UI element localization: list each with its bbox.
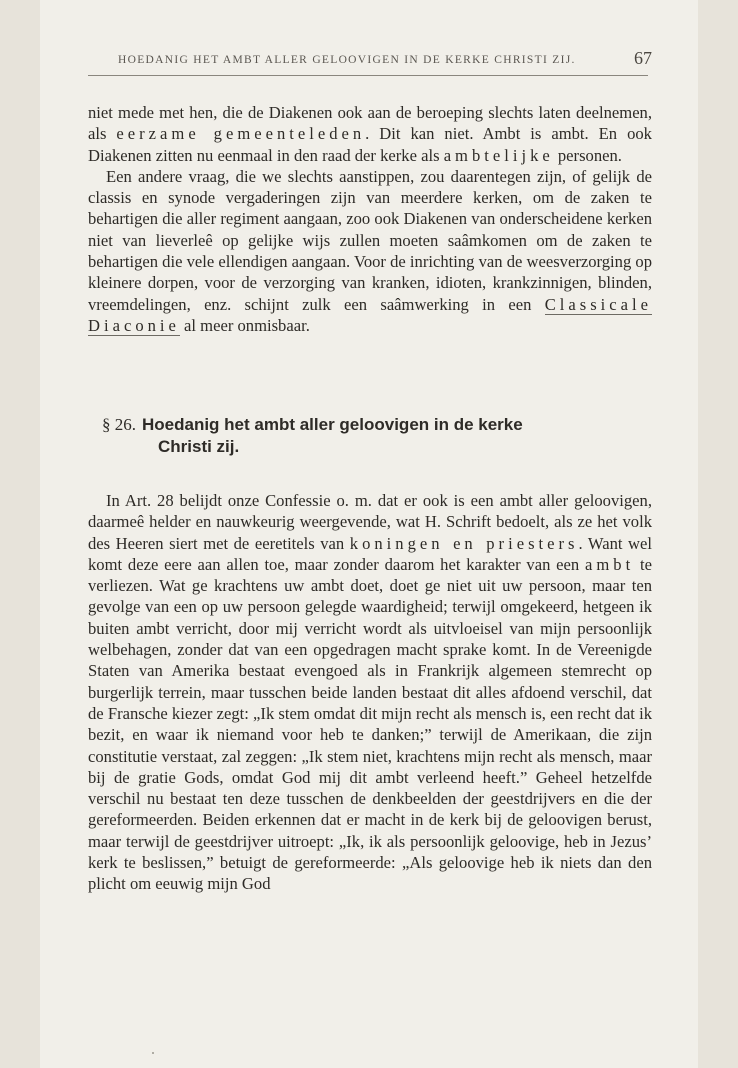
section-title-line2: Christi zij.	[158, 437, 240, 456]
p1-text-e: personen.	[553, 145, 622, 165]
p3-text-e: te verliezen. Wat ge krachtens uw ambt doet, doet ge niet uit uw persoon, maar ten gevolge van een op uw persoon gelegde waardigheid; terwijl omgekeerd, hetgeen ik buiten ambt verricht, door mij verricht wordt als uitvloeisel van mijn persoonlijk welbehagen, zonder dat van een opgedragen macht sprake komt. In de Vereenigde Staten van Amerika bestaat evengoed als in Frankrijk algemeen stemrecht op burgerlijk terrein, maar tusschen beide landen bestaat dit alles afdoend verschil, dat de Fransche kiezer zegt: „Ik stem omdat dit mijn recht als mensch is, een recht dat ik bezit, en waar ik niemand voor heb te danken;” terwijl de Amerikaan, die zijn constitutie verstaat, zal zeggen: „Ik stem niet, krachtens mijn recht als mensch, maar bij de gratie Gods, omdat God mij dit ambt verleend heeft.” Geheel hetzelfde verschil nu bestaat ten deze tusschen de denkbeelden der geestdrijvers en die der gereformeerden. Beiden erkennen dat er macht in de kerk bij de geloovigen berust, maar terwijl de geestdrijver uitroept: „Ik, ik als persoonlijk geloovige, heb in Jezus’ kerk te beslissen,” betuigt de gereformeerde: „Als geloovige heb ik niets dan den plicht om eeuwig mijn God	[88, 554, 652, 894]
p1-spaced-eerzame: eerzame gemeenteleden	[116, 124, 366, 144]
section-number: § 26.	[102, 415, 136, 434]
paragraph-3	[88, 490, 652, 895]
p3-spaced-ambt: ambt	[585, 554, 635, 574]
section-heading	[102, 414, 654, 458]
p3-text-a: In Art. 28 belijdt onze Confessie o. m. dat er ook is een ambt aller geloovigen, daarmeê helder en nauwkeurig weergevende, wat H. Schrift bedoelt, als ze het volk des Heeren siert met de eeretitels van	[88, 491, 652, 553]
text-block-top	[88, 102, 652, 336]
paragraph-1	[88, 102, 652, 166]
paper-speck	[152, 1052, 154, 1054]
page-number: 67	[634, 48, 652, 68]
text-block-bottom	[88, 490, 652, 895]
running-title: HOEDANIG HET AMBT ALLER GELOOVIGEN IN DE KERKE CHRISTI ZIJ.	[118, 54, 576, 66]
p2-spaced-classicale-diaconie: Classicale Diaconie	[88, 294, 652, 335]
header-rule	[88, 75, 648, 76]
p3-spaced-koningen-priesters: koningen en priesters	[349, 533, 579, 553]
p1-text-c: . Dit kan niet. Ambt is ambt. En ook Diakenen zitten nu eenmaal in den raad der kerke als	[88, 124, 652, 165]
paragraph-2	[88, 166, 652, 336]
p2-text-a: Een andere vraag, die we slechts aanstippen, zou daarentegen zijn, of gelijk de classis en synode vergaderingen zijn van meerdere kerken, om de zaken te behartigen die aller regiment aangaan, zoo ook Diakenen van onderscheidene kerken niet van lieverleê op gelijke wijs zullen moeten saâmkomen om de zaken te behartigen die vele ellendigen aangaan. Voor de inrichting van de weesverzorging op kleinere dorpen, voor de verzorging van kranken, idioten, krankzinnigen, blinden, vreemdelingen, enz. schijnt zulk een saâmwerking in een	[88, 166, 652, 314]
p1-spaced-ambtelijke: ambtelijke	[443, 145, 554, 165]
section-title-line1: Hoedanig het ambt aller geloovigen in de kerke	[142, 415, 523, 434]
p3-text-c: . Want wel komt deze eere aan allen toe, maar zonder daarom het karakter van een	[88, 533, 652, 574]
p2-text-c: al meer onmisbaar.	[179, 315, 310, 335]
p1-text-a: niet mede met hen, die de Diakenen ook aan de beroeping slechts laten deelnemen, als	[88, 103, 652, 144]
